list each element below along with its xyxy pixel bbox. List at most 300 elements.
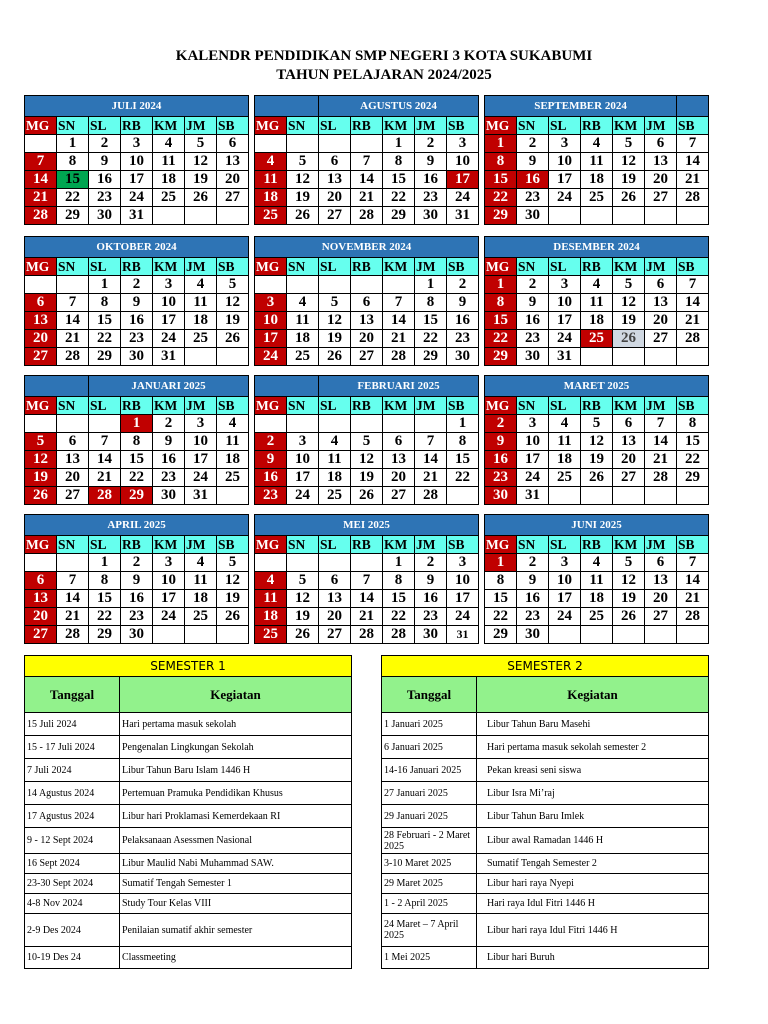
table-row — [25, 914, 352, 947]
day-cell: 27 — [25, 626, 57, 644]
day-cell: 15 — [485, 590, 517, 608]
event-activity: Hari pertama masuk sekolah — [120, 713, 352, 736]
weekday-header: MG — [255, 397, 287, 415]
month-header-fill — [255, 96, 319, 117]
day-cell: 16 — [447, 312, 479, 330]
day-cell: 27 — [319, 207, 351, 225]
day-cell: 24 — [517, 469, 549, 487]
month-name: OKTOBER 2024 — [25, 237, 249, 258]
day-cell: 5 — [185, 135, 217, 153]
event-date: 4-8 Nov 2024 — [25, 894, 120, 914]
day-cell: 10 — [549, 294, 581, 312]
day-cell: 12 — [351, 451, 383, 469]
day-cell: 17 — [517, 451, 549, 469]
day-cell: 26 — [613, 189, 645, 207]
weekday-header: KM — [613, 397, 645, 415]
day-cell: 4 — [319, 433, 351, 451]
day-cell: 13 — [57, 451, 89, 469]
day-cell: 29 — [485, 626, 517, 644]
day-cell: 11 — [255, 590, 287, 608]
activity-column-header: Kegiatan — [477, 677, 709, 713]
day-cell: 25 — [153, 189, 185, 207]
day-cell: 25 — [549, 469, 581, 487]
empty-day-cell — [25, 276, 57, 294]
weekday-header: RB — [121, 397, 153, 415]
day-cell: 6 — [319, 153, 351, 171]
event-date: 1 Januari 2025 — [382, 713, 477, 736]
day-cell: 18 — [581, 312, 613, 330]
day-cell: 20 — [645, 590, 677, 608]
day-cell: 21 — [57, 330, 89, 348]
weekday-header: MG — [485, 397, 517, 415]
event-date: 7 Juli 2024 — [25, 759, 120, 782]
day-cell: 25 — [581, 608, 613, 626]
day-cell: 2 — [517, 554, 549, 572]
event-activity: Libur Tahun Baru Islam 1446 H — [120, 759, 352, 782]
day-cell: 30 — [447, 348, 479, 366]
empty-day-cell — [645, 626, 677, 644]
empty-day-cell — [287, 415, 319, 433]
event-date: 2-9 Des 2024 — [25, 914, 120, 947]
day-cell: 21 — [351, 608, 383, 626]
weekday-header: SB — [217, 536, 249, 554]
day-cell: 17 — [287, 469, 319, 487]
weekday-header: KM — [613, 258, 645, 276]
day-cell: 10 — [185, 433, 217, 451]
day-cell: 17 — [447, 590, 479, 608]
day-cell: 23 — [485, 469, 517, 487]
weekday-header: KM — [383, 258, 415, 276]
day-cell: 3 — [121, 135, 153, 153]
day-cell: 1 — [89, 554, 121, 572]
event-activity: Sumatif Tengah Semester 1 — [120, 874, 352, 894]
table-row — [25, 894, 352, 914]
day-cell: 1 — [57, 135, 89, 153]
table-row — [382, 805, 709, 828]
day-cell: 22 — [485, 608, 517, 626]
weekday-header: SL — [89, 117, 121, 135]
event-date: 14-16 Januari 2025 — [382, 759, 477, 782]
day-cell: 14 — [89, 451, 121, 469]
weekday-header: KM — [383, 536, 415, 554]
day-cell: 27 — [383, 487, 415, 505]
day-cell: 31 — [517, 487, 549, 505]
day-cell: 5 — [287, 572, 319, 590]
day-cell: 27 — [351, 348, 383, 366]
day-cell: 20 — [25, 608, 57, 626]
day-cell: 30 — [517, 626, 549, 644]
day-cell: 10 — [517, 433, 549, 451]
event-activity: Pekan kreasi seni siswa — [477, 759, 709, 782]
event-activity: Libur hari raya Idul Fitri 1446 H — [477, 914, 709, 947]
day-cell: 15 — [89, 312, 121, 330]
empty-day-cell — [351, 554, 383, 572]
weekday-header: RB — [121, 117, 153, 135]
weekday-header: KM — [383, 117, 415, 135]
day-cell: 27 — [645, 608, 677, 626]
day-cell: 30 — [517, 207, 549, 225]
day-cell: 15 — [89, 590, 121, 608]
empty-day-cell — [319, 276, 351, 294]
day-cell: 2 — [517, 135, 549, 153]
day-cell: 24 — [549, 330, 581, 348]
day-cell: 11 — [287, 312, 319, 330]
weekday-header: JM — [415, 258, 447, 276]
weekday-header: RB — [121, 258, 153, 276]
weekday-header: SB — [677, 397, 709, 415]
day-cell: 13 — [25, 312, 57, 330]
day-cell: 8 — [89, 572, 121, 590]
day-cell: 12 — [185, 153, 217, 171]
day-cell: 25 — [185, 330, 217, 348]
table-row — [382, 759, 709, 782]
day-cell: 14 — [351, 590, 383, 608]
day-cell: 14 — [677, 153, 709, 171]
day-cell: 9 — [517, 153, 549, 171]
day-cell: 18 — [549, 451, 581, 469]
day-cell: 23 — [447, 330, 479, 348]
day-cell: 15 — [415, 312, 447, 330]
day-cell: 4 — [185, 554, 217, 572]
day-cell: 3 — [447, 135, 479, 153]
empty-day-cell — [25, 554, 57, 572]
weekday-header: SN — [517, 397, 549, 415]
day-cell: 26 — [287, 207, 319, 225]
weekday-header: RB — [351, 536, 383, 554]
day-cell: 17 — [549, 312, 581, 330]
event-activity: Classmeeting — [120, 947, 352, 969]
event-date: 28 Februari - 2 Maret 2025 — [382, 828, 477, 854]
weekday-header: KM — [153, 258, 185, 276]
month-name: JULI 2024 — [25, 96, 249, 117]
event-date: 10-19 Des 24 — [25, 947, 120, 969]
day-cell: 1 — [383, 135, 415, 153]
table-row — [382, 874, 709, 894]
day-cell: 20 — [57, 469, 89, 487]
day-cell: 30 — [121, 626, 153, 644]
day-cell: 3 — [549, 276, 581, 294]
day-cell: 6 — [25, 294, 57, 312]
month-calendar — [24, 514, 249, 644]
empty-day-cell — [319, 135, 351, 153]
day-cell: 6 — [217, 135, 249, 153]
empty-day-cell — [217, 487, 249, 505]
day-cell: 22 — [415, 330, 447, 348]
month-name: AGUSTUS 2024 — [319, 96, 479, 117]
day-cell: 28 — [383, 348, 415, 366]
day-cell: 3 — [153, 554, 185, 572]
month-calendar — [254, 95, 479, 225]
day-cell: 14 — [57, 312, 89, 330]
day-cell: 5 — [613, 135, 645, 153]
weekday-header: SN — [517, 117, 549, 135]
weekday-header: SN — [57, 536, 89, 554]
empty-day-cell — [185, 626, 217, 644]
day-cell: 28 — [677, 330, 709, 348]
day-cell: 1 — [121, 415, 153, 433]
empty-day-cell — [613, 626, 645, 644]
weekday-header: SB — [447, 536, 479, 554]
day-cell: 19 — [217, 312, 249, 330]
day-cell: 13 — [645, 294, 677, 312]
date-column-header: Tanggal — [382, 677, 477, 713]
day-cell: 13 — [351, 312, 383, 330]
day-cell: 7 — [645, 415, 677, 433]
day-cell: 18 — [217, 451, 249, 469]
empty-day-cell — [25, 415, 57, 433]
month-name: DESEMBER 2024 — [485, 237, 709, 258]
day-cell: 14 — [645, 433, 677, 451]
day-cell: 6 — [613, 415, 645, 433]
day-cell: 24 — [255, 348, 287, 366]
day-cell: 11 — [217, 433, 249, 451]
event-date: 29 Januari 2025 — [382, 805, 477, 828]
day-cell: 1 — [89, 276, 121, 294]
weekday-header: RB — [351, 258, 383, 276]
day-cell: 28 — [351, 626, 383, 644]
empty-day-cell — [677, 487, 709, 505]
calendar-subtitle: TAHUN PELAJARAN 2024/2025 — [276, 67, 492, 83]
day-cell: 20 — [613, 451, 645, 469]
day-cell: 31 — [447, 626, 479, 644]
day-cell: 23 — [89, 189, 121, 207]
empty-day-cell — [351, 135, 383, 153]
event-activity: Pengenalan Lingkungan Sekolah — [120, 736, 352, 759]
day-cell: 27 — [613, 469, 645, 487]
day-cell: 16 — [415, 171, 447, 189]
empty-day-cell — [613, 207, 645, 225]
day-cell: 28 — [645, 469, 677, 487]
day-cell: 2 — [415, 135, 447, 153]
empty-day-cell — [57, 276, 89, 294]
day-cell: 28 — [677, 189, 709, 207]
day-cell: 2 — [153, 415, 185, 433]
day-cell: 14 — [57, 590, 89, 608]
table-row — [25, 713, 352, 736]
day-cell: 18 — [581, 590, 613, 608]
day-cell: 28 — [89, 487, 121, 505]
month-name: NOVEMBER 2024 — [255, 237, 479, 258]
day-cell: 12 — [319, 312, 351, 330]
day-cell: 7 — [415, 433, 447, 451]
day-cell: 25 — [581, 189, 613, 207]
event-date: 24 Maret – 7 April 2025 — [382, 914, 477, 947]
weekday-header: SL — [89, 536, 121, 554]
day-cell: 4 — [581, 135, 613, 153]
empty-day-cell — [447, 487, 479, 505]
month-header-fill — [255, 376, 319, 397]
weekday-header: SN — [57, 117, 89, 135]
day-cell: 29 — [485, 207, 517, 225]
table-row — [25, 805, 352, 828]
date-column-header: Tanggal — [25, 677, 120, 713]
day-cell: 7 — [57, 294, 89, 312]
day-cell: 12 — [613, 572, 645, 590]
day-cell: 2 — [485, 415, 517, 433]
empty-day-cell — [677, 348, 709, 366]
day-cell: 27 — [645, 189, 677, 207]
weekday-header: SL — [319, 536, 351, 554]
table-row — [382, 713, 709, 736]
day-cell: 9 — [517, 294, 549, 312]
day-cell: 27 — [57, 487, 89, 505]
month-name: SEPTEMBER 2024 — [485, 96, 677, 117]
day-cell: 17 — [255, 330, 287, 348]
day-cell: 15 — [57, 171, 89, 189]
day-cell: 16 — [89, 171, 121, 189]
table-row — [382, 736, 709, 759]
day-cell: 16 — [121, 312, 153, 330]
day-cell: 30 — [485, 487, 517, 505]
day-cell: 14 — [351, 171, 383, 189]
day-cell: 8 — [415, 294, 447, 312]
empty-day-cell — [581, 207, 613, 225]
day-cell: 17 — [185, 451, 217, 469]
day-cell: 2 — [255, 433, 287, 451]
day-cell: 24 — [287, 487, 319, 505]
day-cell: 9 — [153, 433, 185, 451]
day-cell: 1 — [485, 554, 517, 572]
day-cell: 11 — [185, 294, 217, 312]
day-cell: 17 — [549, 171, 581, 189]
day-cell: 5 — [319, 294, 351, 312]
table-row — [382, 914, 709, 947]
day-cell: 25 — [319, 487, 351, 505]
day-cell: 11 — [185, 572, 217, 590]
day-cell: 1 — [383, 554, 415, 572]
day-cell: 11 — [581, 572, 613, 590]
weekday-header: SN — [57, 397, 89, 415]
weekday-header: RB — [581, 258, 613, 276]
event-date: 17 Agustus 2024 — [25, 805, 120, 828]
weekday-header: SN — [517, 258, 549, 276]
event-date: 16 Sept 2024 — [25, 854, 120, 874]
day-cell: 7 — [89, 433, 121, 451]
day-cell: 22 — [121, 469, 153, 487]
day-cell: 13 — [383, 451, 415, 469]
empty-day-cell — [25, 135, 57, 153]
day-cell: 9 — [121, 294, 153, 312]
day-cell: 18 — [255, 189, 287, 207]
month-calendar — [24, 236, 249, 366]
weekday-header: JM — [645, 536, 677, 554]
day-cell: 3 — [549, 554, 581, 572]
day-cell: 5 — [217, 276, 249, 294]
event-date: 9 - 12 Sept 2024 — [25, 828, 120, 854]
weekday-header: SB — [447, 397, 479, 415]
day-cell: 1 — [485, 135, 517, 153]
day-cell: 22 — [89, 330, 121, 348]
empty-day-cell — [383, 276, 415, 294]
day-cell: 24 — [121, 189, 153, 207]
day-cell: 15 — [485, 171, 517, 189]
day-cell: 18 — [287, 330, 319, 348]
weekday-header: JM — [185, 258, 217, 276]
empty-day-cell — [255, 135, 287, 153]
weekday-header: SL — [549, 117, 581, 135]
table-row — [25, 828, 352, 854]
day-cell: 23 — [153, 469, 185, 487]
day-cell: 7 — [57, 572, 89, 590]
table-row — [382, 782, 709, 805]
day-cell: 2 — [121, 554, 153, 572]
day-cell: 8 — [383, 572, 415, 590]
weekday-header: MG — [255, 258, 287, 276]
empty-day-cell — [351, 276, 383, 294]
day-cell: 18 — [319, 469, 351, 487]
day-cell: 8 — [57, 153, 89, 171]
event-activity: Hari pertama masuk sekolah semester 2 — [477, 736, 709, 759]
day-cell: 21 — [677, 312, 709, 330]
weekday-header: SN — [287, 536, 319, 554]
day-cell: 17 — [153, 590, 185, 608]
day-cell: 26 — [351, 487, 383, 505]
day-cell: 12 — [581, 433, 613, 451]
day-cell: 9 — [485, 433, 517, 451]
day-cell: 29 — [57, 207, 89, 225]
month-name: JANUARI 2025 — [89, 376, 249, 397]
day-cell: 17 — [121, 171, 153, 189]
empty-day-cell — [677, 207, 709, 225]
empty-day-cell — [287, 554, 319, 572]
empty-day-cell — [217, 626, 249, 644]
day-cell: 26 — [613, 608, 645, 626]
empty-day-cell — [255, 554, 287, 572]
day-cell: 26 — [25, 487, 57, 505]
table-row — [382, 947, 709, 969]
day-cell: 7 — [677, 554, 709, 572]
event-activity: Libur hari raya Nyepi — [477, 874, 709, 894]
day-cell: 8 — [383, 153, 415, 171]
month-calendar — [484, 95, 709, 225]
day-cell: 11 — [153, 153, 185, 171]
weekday-header: JM — [645, 397, 677, 415]
day-cell: 20 — [351, 330, 383, 348]
empty-day-cell — [613, 348, 645, 366]
day-cell: 25 — [185, 608, 217, 626]
day-cell: 27 — [319, 626, 351, 644]
day-cell: 29 — [677, 469, 709, 487]
empty-day-cell — [255, 276, 287, 294]
day-cell: 23 — [121, 330, 153, 348]
day-cell: 15 — [485, 312, 517, 330]
day-cell: 6 — [319, 572, 351, 590]
empty-day-cell — [351, 415, 383, 433]
weekday-header: SB — [677, 258, 709, 276]
weekday-header: MG — [255, 536, 287, 554]
day-cell: 10 — [121, 153, 153, 171]
month-name: JUNI 2025 — [485, 515, 709, 536]
table-row — [25, 854, 352, 874]
day-cell: 6 — [25, 572, 57, 590]
day-cell: 16 — [415, 590, 447, 608]
day-cell: 9 — [415, 153, 447, 171]
empty-day-cell — [89, 415, 121, 433]
weekday-header: KM — [153, 117, 185, 135]
day-cell: 7 — [677, 135, 709, 153]
day-cell: 23 — [517, 608, 549, 626]
day-cell: 27 — [217, 189, 249, 207]
day-cell: 31 — [153, 348, 185, 366]
day-cell: 23 — [121, 608, 153, 626]
day-cell: 19 — [25, 469, 57, 487]
day-cell: 4 — [153, 135, 185, 153]
day-cell: 20 — [25, 330, 57, 348]
day-cell: 23 — [415, 608, 447, 626]
day-cell: 16 — [121, 590, 153, 608]
day-cell: 19 — [613, 312, 645, 330]
day-cell: 7 — [677, 276, 709, 294]
